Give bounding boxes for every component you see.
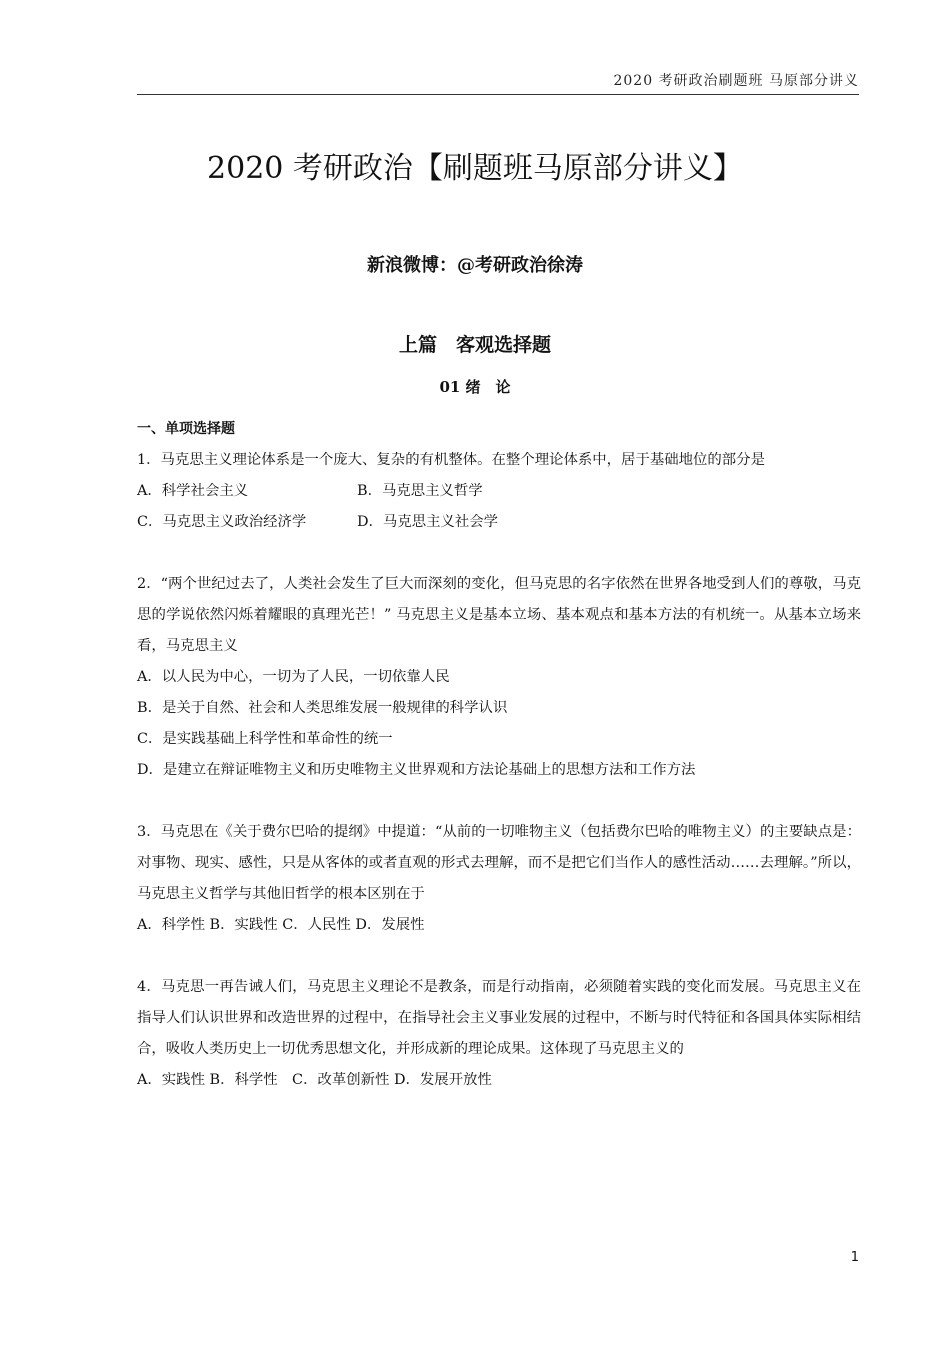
chapter-heading: 01 绪 论 <box>439 378 511 396</box>
section-heading: 一、单项选择题 <box>137 421 235 437</box>
option-b: B．马克思主义哲学 <box>357 483 483 499</box>
option-row <box>137 507 861 538</box>
running-title: 2020 考研政治刷题班 马原部分讲义 <box>613 73 859 89</box>
question-1 <box>137 445 861 538</box>
question-stem: 2．“两个世纪过去了，人类社会发生了巨大而深刻的变化，但马克思的名字依然在世界各地受到人们的尊敬，马克思的学说依然闪烁着耀眼的真理光芒！” 马克思主义是基本立场、基本观点和基本方法的有机统一。从基本立场来看，马克思主义 <box>137 576 861 654</box>
author-line: 新浪微博：@考研政治徐涛 <box>367 255 583 276</box>
question-list <box>137 414 861 1096</box>
document-title: 2020 考研政治【刷题班马原部分讲义】 <box>207 151 743 186</box>
question-4 <box>137 972 861 1096</box>
page-number: 1 <box>850 1250 859 1265</box>
option-b: B．是关于自然、社会和人类思维发展一般规律的科学认识 <box>137 700 508 716</box>
question-stem: 1．马克思主义理论体系是一个庞大、复杂的有机整体。在整个理论体系中，居于基础地位的部分是 <box>137 452 765 468</box>
question-3 <box>137 817 861 941</box>
option-d: D．是建立在辩证唯物主义和历史唯物主义世界观和方法论基础上的思想方法和工作方法 <box>137 762 696 778</box>
option-c: C．是实践基础上科学性和革命性的统一 <box>137 731 393 747</box>
question-2 <box>137 569 861 786</box>
running-header <box>137 70 859 95</box>
option-a: A．以人民为中心，一切为了人民，一切依靠人民 <box>137 669 450 685</box>
question-stem: 4．马克思一再告诫人们，马克思主义理论不是教条，而是行动指南，必须随着实践的变化而发展。马克思主义在指导人们认识世界和改造世界的过程中，在指导社会主义事业发展的过程中，不断与时代特征和各国具体实际相结合，吸收人类历史上一切优秀思想文化，并形成新的理论成果。这体现了马克思主义的 <box>137 979 861 1057</box>
options-line: A．科学性 B．实践性 C．人民性 D．发展性 <box>137 917 425 933</box>
option-a: A．科学社会主义 <box>137 483 249 499</box>
option-row <box>137 476 861 507</box>
option-c: C．马克思主义政治经济学 <box>137 514 307 530</box>
question-stem: 3．马克思在《关于费尔巴哈的提纲》中提道：“从前的一切唯物主义（包括费尔巴哈的唯物主义）的主要缺点是：对事物、现实、感性，只是从客体的或者直观的形式去理解，而不是把它们当作人的感性活动……去理解。”所以，马克思主义哲学与其他旧哲学的根本区别在于 <box>137 824 861 902</box>
option-d: D．马克思主义社会学 <box>357 514 499 530</box>
options-line: A．实践性 B．科学性 C．改革创新性 D．发展开放性 <box>137 1072 492 1088</box>
part-heading: 上篇 客观选择题 <box>398 334 551 356</box>
